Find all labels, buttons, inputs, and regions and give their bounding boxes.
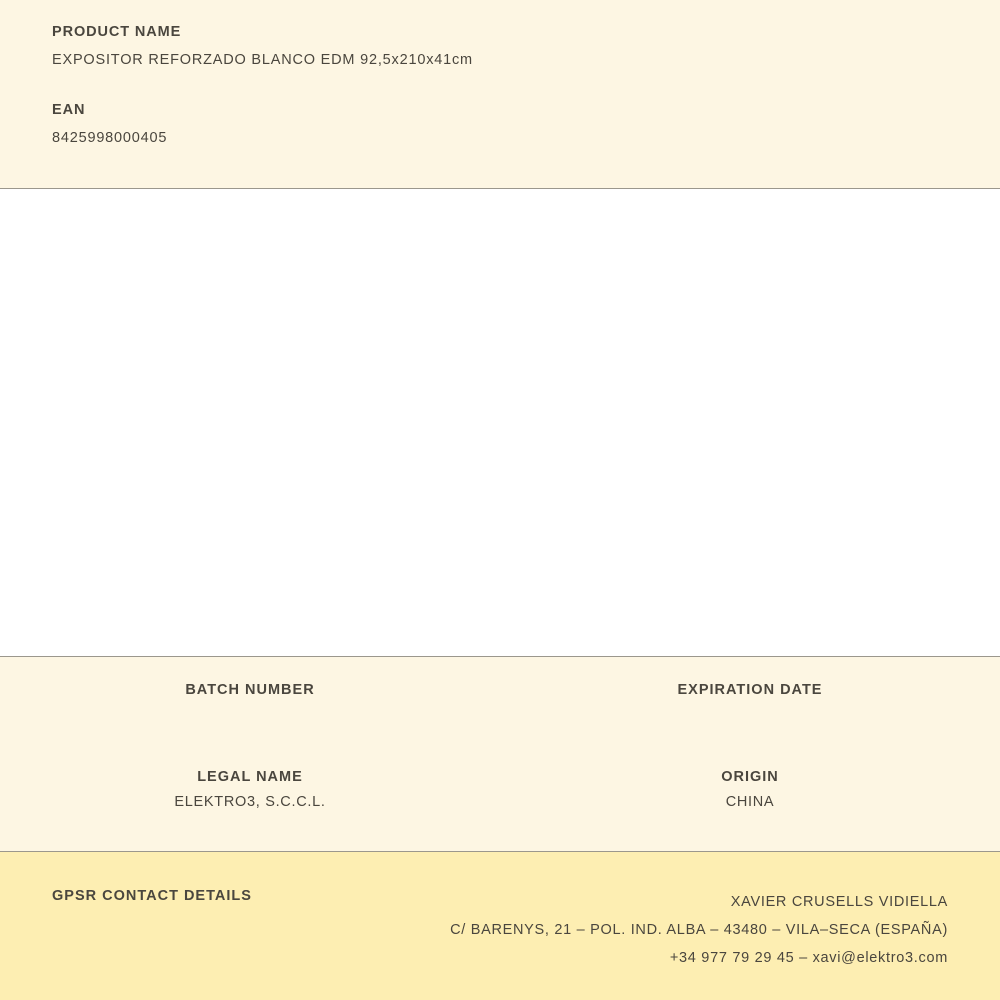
product-image-area (0, 189, 1000, 657)
details-row-batch-expiration (0, 681, 1000, 706)
product-name-value: EXPOSITOR REFORZADO BLANCO EDM 92,5x210x41cm (52, 52, 473, 68)
expiration-date-label: EXPIRATION DATE (677, 682, 823, 698)
product-details-section (0, 657, 1000, 852)
gpsr-contact-lines (450, 888, 948, 972)
gpsr-contact-name: XAVIER CRUSELLS VIDIELLA (730, 894, 948, 910)
product-name-field (0, 24, 1000, 68)
product-name-label: PRODUCT NAME (52, 24, 182, 40)
legal-name-value: ELEKTRO3, S.C.C.L. (174, 793, 326, 810)
product-header-section (0, 0, 1000, 189)
ean-value: 8425998000405 (52, 130, 168, 146)
ean-label: EAN (52, 102, 86, 118)
expiration-date-cell (500, 681, 1000, 706)
field-spacer (0, 68, 1000, 102)
gpsr-contact-title: GPSR CONTACT DETAILS (52, 888, 252, 904)
batch-number-label: BATCH NUMBER (185, 682, 315, 698)
batch-number-cell (0, 681, 500, 706)
legal-name-cell (0, 768, 500, 812)
legal-name-label: LEGAL NAME (197, 768, 303, 785)
origin-cell (500, 768, 1000, 812)
gpsr-contact-address: C/ BARENYS, 21 – POL. IND. ALBA – 43480 – VILA–SECA (ESPAÑA) (450, 922, 948, 938)
gpsr-contact-phone-email: +34 977 79 29 45 – xavi@elektro3.com (669, 950, 948, 966)
gpsr-footer (0, 852, 1000, 1000)
details-row-legal-origin (0, 768, 1000, 812)
origin-value: CHINA (725, 793, 775, 810)
origin-label: ORIGIN (721, 768, 779, 785)
ean-field (0, 102, 1000, 146)
